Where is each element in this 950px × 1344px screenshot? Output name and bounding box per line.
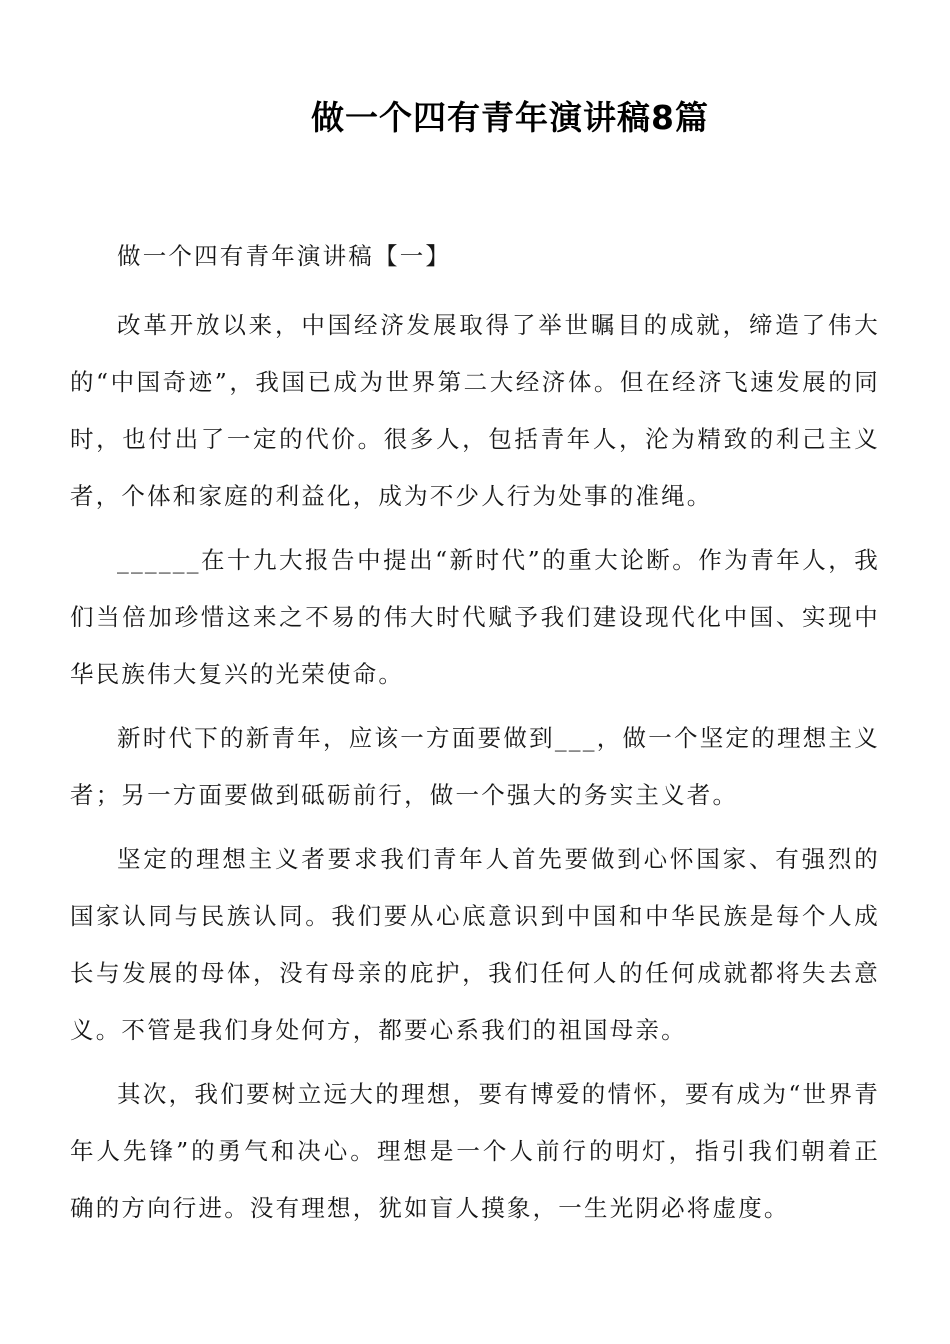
- section-heading: 做一个四有青年演讲稿【一】: [117, 242, 452, 270]
- paragraph: ______在十九大报告中提出“新时代”的重大论断。作为青年人，我们当倍加珍惜这来之不易的伟大时代赋予我们建设现代化中国、实现中华民族伟大复兴的光荣使命。: [70, 546, 880, 688]
- paragraph: 其次，我们要树立远大的理想，要有博爱的情怀，要有成为“世界青年人先锋”的勇气和决心。理想是一个人前行的明灯，指引我们朝着正确的方向行进。没有理想，犹如盲人摸象，一生光阴必将虚度。: [70, 1080, 880, 1222]
- paragraph: 新时代下的新青年，应该一方面要做到___，做一个坚定的理想主义者；另一方面要做到砥砺前行，做一个强大的务实主义者。: [70, 724, 880, 809]
- paragraph: 改革开放以来，中国经济发展取得了举世瞩目的成就，缔造了伟大的“中国奇迹”，我国已成为世界第二大经济体。但在经济飞速发展的同时，也付出了一定的代价。很多人，包括青年人，沦为精致的利己主义者，个体和家庭的利益化，成为不少人行为处事的准绳。: [70, 311, 880, 510]
- paragraph: 坚定的理想主义者要求我们青年人首先要做到心怀国家、有强烈的国家认同与民族认同。我们要从心底意识到中国和中华民族是每个人成长与发展的母体，没有母亲的庇护，我们任何人的任何成就都将失去意义。不管是我们身处何方，都要心系我们的祖国母亲。: [70, 845, 880, 1044]
- document-title: 做一个四有青年演讲稿8篇: [311, 98, 709, 137]
- document-body: [70, 228, 880, 1237]
